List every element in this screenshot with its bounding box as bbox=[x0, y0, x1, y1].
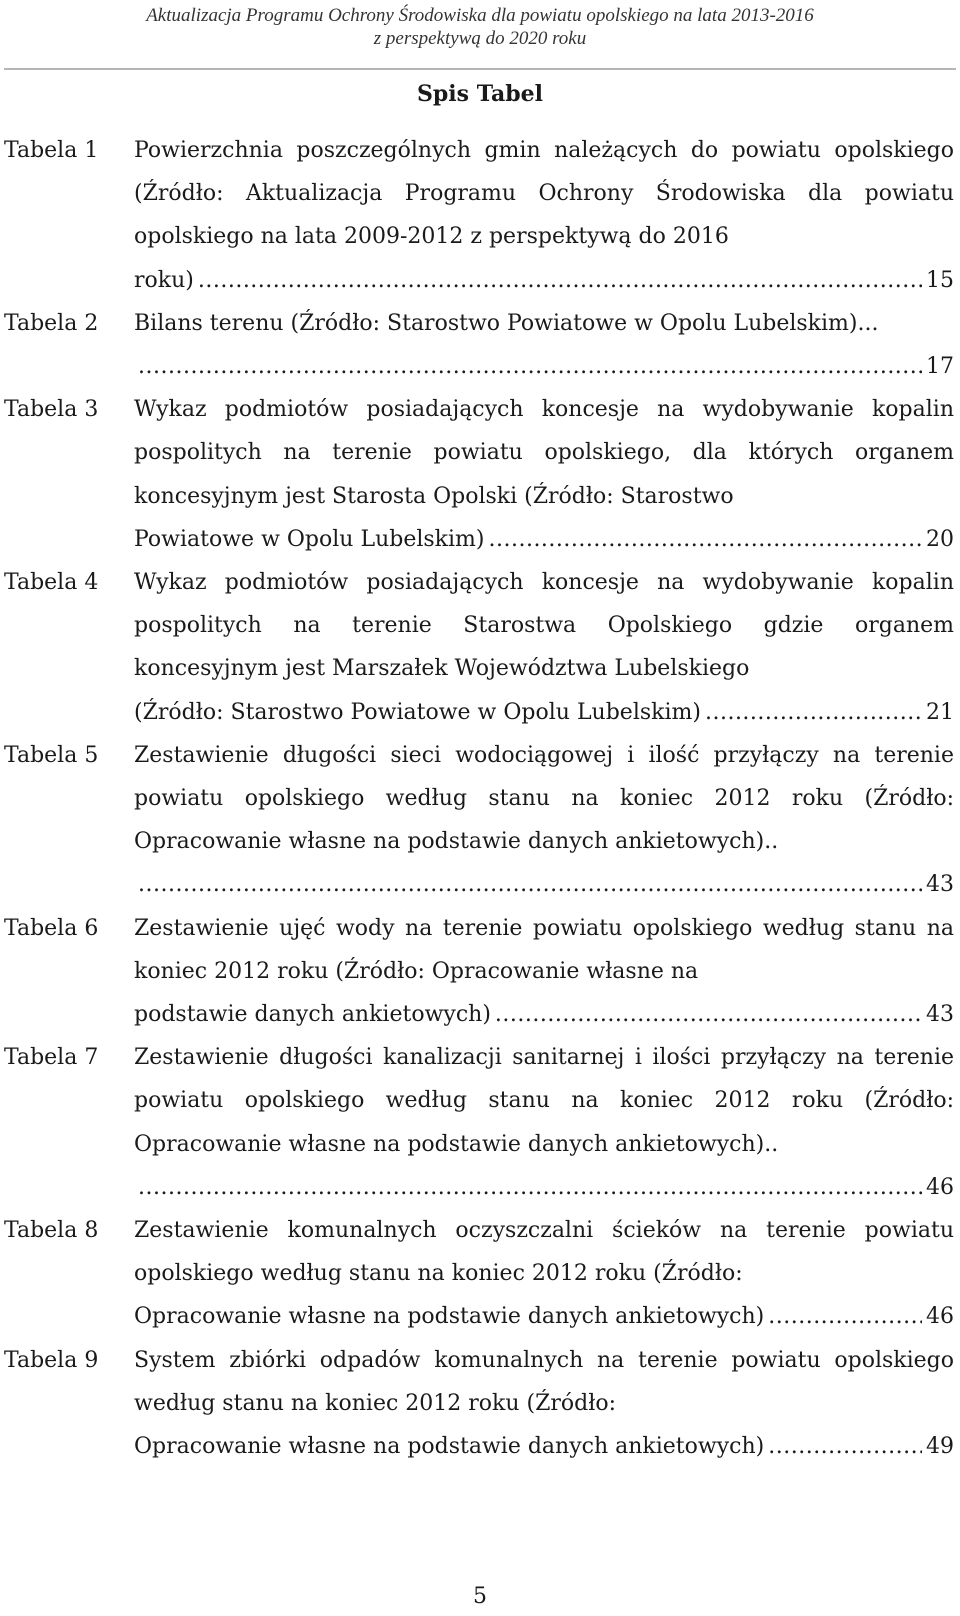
page-number-footer: 5 bbox=[473, 1584, 487, 1609]
toc-page-number: 49 bbox=[926, 1434, 954, 1460]
toc-page-number: 43 bbox=[926, 1002, 954, 1028]
toc-entry-body bbox=[134, 734, 954, 907]
dot-leader bbox=[198, 259, 922, 302]
toc-entry[interactable] bbox=[0, 388, 960, 561]
toc-leader-line bbox=[134, 993, 954, 1036]
dot-leader bbox=[495, 993, 922, 1036]
toc-entry-text: Wykaz podmiotów posiadających koncesje na wydobywanie kopalin pospolitych na terenie powiatu opolskiego, dla których organem koncesyjnym jest Starosta Opolski (Źródło: Starostwo bbox=[134, 397, 954, 509]
toc-entry-tail: (Źródło: Starostwo Powiatowe w Opolu Lubelskim) bbox=[134, 699, 701, 725]
toc-entry-body bbox=[134, 129, 954, 302]
toc-leader-line bbox=[134, 863, 954, 906]
toc-entry-label: Tabela 3 bbox=[4, 397, 99, 423]
toc-entry-label: Tabela 5 bbox=[4, 742, 99, 768]
toc-entry-text: Zestawienie długości kanalizacji sanitarnej i ilości przyłączy na terenie powiatu opolskiego według stanu na koniec 2012 roku (Źródło: Opracowanie własne na podstawie danych ankietowych).. bbox=[134, 1045, 954, 1157]
page-title: Spis Tabel bbox=[417, 81, 543, 107]
dot-leader bbox=[768, 1425, 922, 1468]
toc-entry-text: Powierzchnia poszczególnych gmin należących do powiatu opolskiego (Źródło: Aktualizacja Programu Ochrony Środowiska dla powiatu opolskiego na lata 2009-2012 z perspektywą do 2016 bbox=[134, 138, 954, 250]
dot-leader bbox=[138, 1166, 922, 1209]
toc-entry-body bbox=[134, 907, 954, 1037]
toc-entry-label: Tabela 1 bbox=[4, 138, 99, 163]
dot-leader bbox=[768, 1295, 922, 1338]
toc-entry-label: Tabela 4 bbox=[4, 570, 99, 596]
toc-entry-body bbox=[134, 561, 954, 734]
toc-entry-text: Zestawienie komunalnych oczyszczalni ścieków na terenie powiatu opolskiego według stanu na koniec 2012 roku (Źródło: bbox=[134, 1218, 954, 1287]
toc-leader-line bbox=[134, 1166, 954, 1209]
toc-entry-tail: Powiatowe w Opolu Lubelskim) bbox=[134, 526, 485, 552]
toc-leader-line bbox=[134, 1425, 954, 1468]
dot-leader bbox=[138, 345, 922, 388]
toc-entry[interactable] bbox=[0, 129, 960, 302]
running-header-line-2: z perspektywą do 2020 roku bbox=[373, 28, 587, 49]
header-divider bbox=[4, 68, 956, 70]
running-header-line-1: Aktualizacja Programu Ochrony Środowiska dla powiatu opolskiego na lata 2013-2016 bbox=[146, 5, 814, 26]
toc-page-number: 46 bbox=[926, 1174, 954, 1200]
toc-entry-tail: Opracowanie własne na podstawie danych ankietowych) bbox=[134, 1304, 765, 1330]
toc-page-number: 20 bbox=[926, 526, 954, 552]
toc-entry-tail: podstawie danych ankietowych) bbox=[134, 1002, 491, 1028]
toc-entry[interactable] bbox=[0, 907, 960, 1037]
toc-entry-body bbox=[134, 388, 954, 561]
toc-page-number: 15 bbox=[926, 267, 954, 293]
toc-entry-label: Tabela 2 bbox=[4, 310, 99, 336]
toc-entry[interactable] bbox=[0, 1339, 960, 1469]
dot-leader bbox=[488, 518, 922, 561]
toc-entry-text: Zestawienie ujęć wody na terenie powiatu opolskiego według stanu na koniec 2012 roku (Źródło: Opracowanie własne na bbox=[134, 915, 954, 984]
toc-leader-line bbox=[134, 345, 954, 388]
toc-page-number: 43 bbox=[926, 872, 954, 898]
toc-entry-label: Tabela 8 bbox=[4, 1218, 99, 1244]
toc-entry-body bbox=[134, 1036, 954, 1209]
toc-entry-label: Tabela 9 bbox=[4, 1347, 99, 1373]
running-header bbox=[0, 4, 960, 50]
toc-entry[interactable] bbox=[0, 1209, 960, 1339]
toc-page-number: 46 bbox=[926, 1304, 954, 1330]
toc-entry-tail: Opracowanie własne na podstawie danych ankietowych) bbox=[134, 1434, 765, 1460]
toc-entry-label: Tabela 7 bbox=[4, 1045, 99, 1071]
toc-entry-body bbox=[134, 1339, 954, 1469]
toc-entry-label: Tabela 6 bbox=[4, 915, 99, 941]
dot-leader bbox=[138, 863, 922, 906]
toc-entry[interactable] bbox=[0, 302, 960, 388]
toc-entry-text: Bilans terenu (Źródło: Starostwo Powiatowe w Opolu Lubelskim)... bbox=[134, 310, 879, 336]
toc-leader-line bbox=[134, 1295, 954, 1338]
toc-entry[interactable] bbox=[0, 734, 960, 907]
toc-entry-text: Wykaz podmiotów posiadających koncesje na wydobywanie kopalin pospolitych na terenie Starostwa Opolskiego gdzie organem koncesyjnym jest Marszałek Województwa Lubelskiego bbox=[134, 570, 954, 682]
toc-entry[interactable] bbox=[0, 1036, 960, 1209]
toc-entry[interactable] bbox=[0, 561, 960, 734]
toc-page-number: 21 bbox=[926, 699, 954, 725]
table-of-contents bbox=[0, 129, 960, 1468]
toc-entry-text: Zestawienie długości sieci wodociągowej i ilość przyłączy na terenie powiatu opolskiego według stanu na koniec 2012 roku (Źródło: Opracowanie własne na podstawie danych ankietowych).. bbox=[134, 742, 954, 855]
toc-entry-body bbox=[134, 302, 954, 388]
toc-leader-line bbox=[134, 518, 954, 561]
toc-entry-text: System zbiórki odpadów komunalnych na terenie powiatu opolskiego według stanu na koniec 2012 roku (Źródło: bbox=[134, 1347, 954, 1416]
toc-entry-tail: roku) bbox=[134, 267, 194, 293]
dot-leader bbox=[705, 691, 922, 734]
toc-entry-body bbox=[134, 1209, 954, 1339]
toc-leader-line bbox=[134, 259, 954, 302]
toc-page-number: 17 bbox=[926, 354, 954, 380]
toc-leader-line bbox=[134, 691, 954, 734]
